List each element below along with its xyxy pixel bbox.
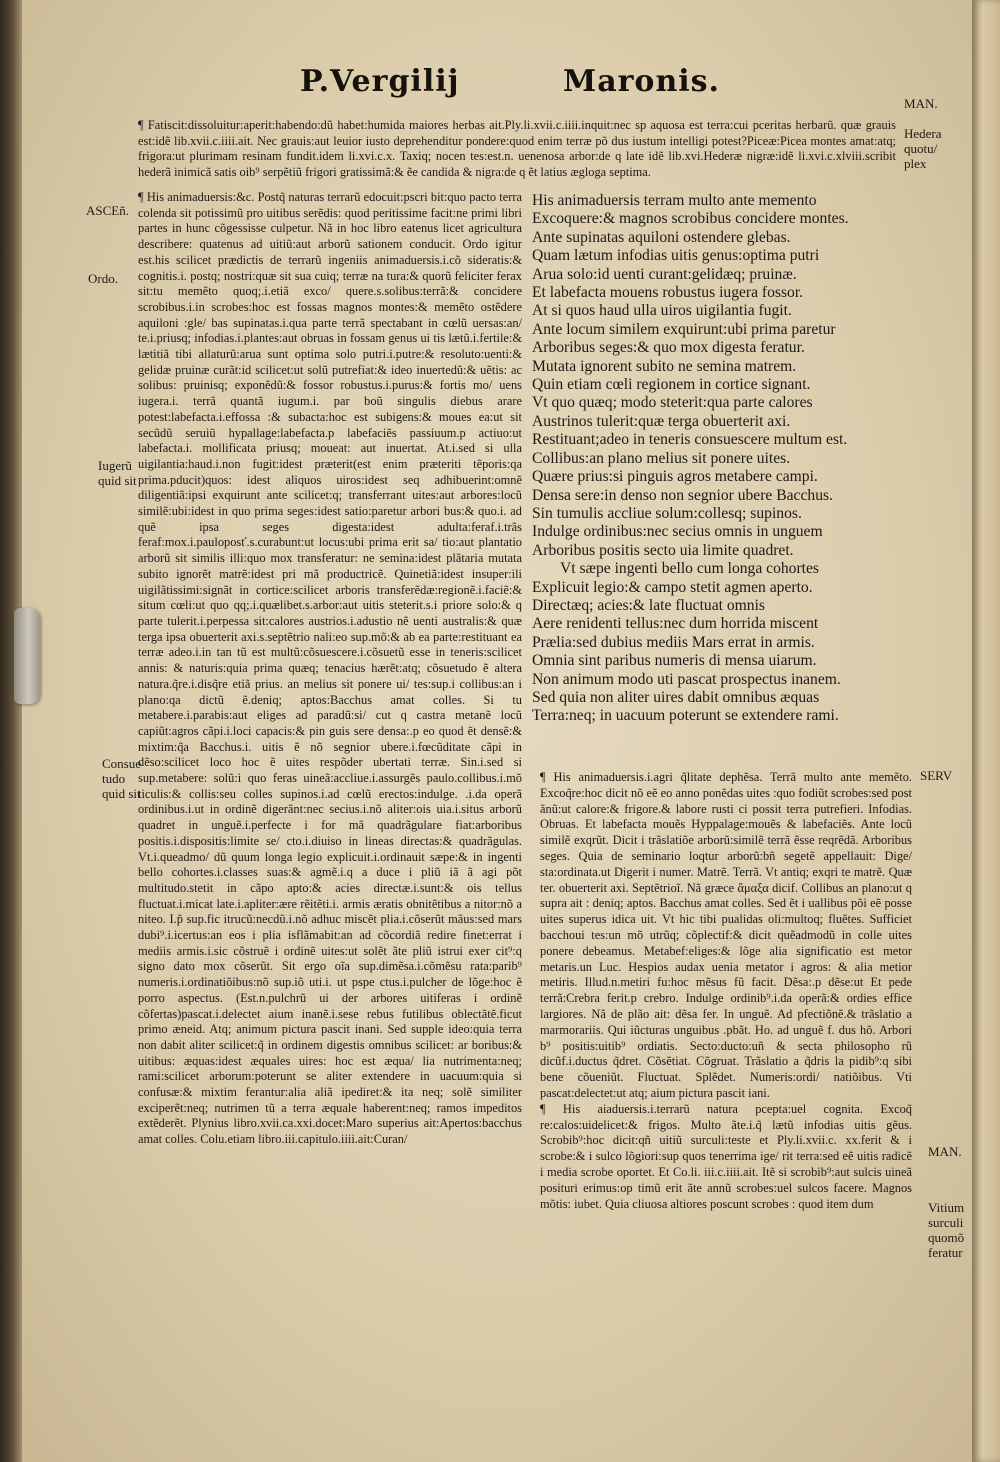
margin-note-serv: SERV [920,768,953,783]
verse-line: Vt sæpe ingenti bello cum longa cohortes [560,560,819,578]
verse-line: Densa sere:in denso non segnior ubere Bacchus. [532,486,833,504]
commentary-left-paragraph: ¶ His animaduersis:&c. Postq̃ naturas terrarũ edocuit:pscri bit:quo pacto terra colenda sit potissimũ pro uitibus serẽdis: quod peritissime facit:ne primi libri partes in hunc cõgessisse culpetur. Nã in hoc libro eatenus licet agricultura describere: quatenus ad uitiũ:aut arborũ sationem conducit. Ordo igitur est.his scilicet prædictis de terrarũ ingeniis animaduersis.i.cõ sideratis:& cognitis.i. postq; nostri:quæ sit sua cuiq; terræ na tura:& quorũ feliciter ferax sit:tu memẽto quoq;.i.etiã exco/ quere.s.solibus:terrã:& concidere scrobibus.i.in scrobes:hoc est fossas magnos montes:& memẽto ostẽdere aquiloni :gle/ bas supinatas.i.qua parte terrã spectabant in cœlũ uersas:an/ te.i.priusq; infodias.i.plantes:aut obruas in fossam genus ui tis lætũ.i.fertile:& lætitiã tibi allaturũ:arua sunt optima solo putri.i.putre:& resoluto:uenti:& gelidæ pruinæ curãt:id scilicet:ut solũ putrefiat:& ideo inuertedũ:& uẽtis: ac solibus: pruinisq; exponẽdũ:& fossor robustus.i.purus:& fortis mo/ uens iugera.i. terrã quantã iugum.i. par boũ singulis diebus arare potest:labefacta.i.effossa :& subacta:hoc est subigens:& moues ea:ut sit secũdũ seruiũ hypallage:labefacta.p labefaciẽs passiuum.p actiuo:ut labefacta.i. mollificata priusq; moueat: aut inuertat. At.i.sed si ulla uigilantia:haud.i.non fugit:idest præterit(est enim præteriti tẽporis:qa prima.pducit)quos: idest aliquos uiros:idest seq adhibuerint:omnẽ diligentiã:ipsi exquirunt ante scilicet:q; transferrant uites:aut arbores:locũ similẽ:ubi:idest in quo prima seges:idest satio:paretur arbori bus:& quo.i. ad quẽ ipsa seges digesta:idest adulta:feraf.i.trãs feraf:mox.i.pauloposť.s.curabunt:ut locus:ubi prima erit sa/ tio:aut plantatio arborũ sit similis illi:quo mox transferatur: ne semina:idest plãtaria mutata subito ignorẽt matrẽ:idest pri mã productricẽ. Quinetiã:idest insuper:ili uigilãtissimi:signãt in cortice:scilicet arboris transferẽdæ:regionẽ.i.faciẽ:& situm cœli:ut quo qq;.i.quælibet.s.arbor:aut uitis steterit.s.i priore solo:& q parte tulerit.i.perpessa sit:calores austrios.i.adustio nẽ uenti australis:& quæ terga ipsa obuerterit axi.s.septẽtrio nali:eo sup.mõ:& ab ea parte:restituant ea terræ adeo.i.in tan tũ est multũ:cõsuescere.i.cõsuetũ esse in teneris:scilicet annis: & naturis:quia prima quæq; tenacius hærẽt:atq; cõsuetudo ẽ altera natura.q̃re.i.disq̃re etiã prius. an melius sit ponere ui/ tes:sup.i collibus:an i plano:qa dictũ ẽ.deniq; aptos:Bacchus amat colles. Si tu metabere.i.parabis:aut eliges ad paradũ:si/ cut q castra metanẽ locũ capiũt:agros cãpi.i.loci capacis:& pin guis sere densa:.p eo quod ẽt densẽ:& mixtim:q̃a Bacchus.i. uitis ẽ nõ segnior ubere.i.fœcũditate cãpi in dẽso:scilicet loco hoc ẽ uites respõder ubertati terræ. Sin.i.sed si sup.metabere: solũ:i quo feras uineã:accliue.i.assurgẽs paulo.collibus.i.mõ ticulis:& collis:seu colles supinos.i.ad cœlũ erectos:indulge. .i.da operã ordinibus.i.ut in ordinẽ digerãnt:nec secius.i.nõ aliter:ois uia.i.situs arborũ quadret in unguẽ.i.perfecte i for mã quadrãgulare fiat:arboribus positis.i.dispositis:limite se/ cto.i.diuiso in lineas directas:& quadrãgulas. Vt.i.queadmo/ dũ quum longa legio explicuit.i.ordinauit sæpe:& in ingenti bello cohortes.i.classes suas:& agmẽ.i.q a duce i pliũ iã ã agi põt multitudo.stetit in cãpo apto:& acies directæ.i.sunt:& ois tellus fluctuat.i.micat late.i.apliter:ære rẽitẽti.i. armis æratis obnitẽtibus a nitor:nõ a niteo. I.p̃ sup.fic itrucũ:necdũ.i.nõ adhuc miscẽt plia.i.cõserũt mãus:sed mars dubi⁹.i.icertus:an eos i plia isflãmabit:an ad cõcordiã redire finet:errat i mediis armis.i.sic cõstruẽ i ordinẽ uites:ut solẽt ãte pliũ istrui exer cit⁹:q signo dato mox cõserũt. Sit ergo oĩa sup.dimẽsa.i.cõmẽsu rata:parib⁹ numeris.i.ordinatiõibus:nõ sup.iõ uti.i. ut pspe ctus.i.pulcher de lõge:hoc ẽ porro aspectus. (Est.n.pulchrũ ui der arbores uitiferas i ordinẽ cõfertas)pascat.i.delectet aium inanẽ.i.sese rebus futilibus oblectãtẽ.ficut primo æneid. Atq; animum pictura pascit inani. Sed supple ideo:quia terra non dabit aliter scilicet:q̃ in ordinem digestis omnibus scilicet: ar boribus:& uitibus: æquas:idest æquales uires: hoc est æqua/ lia nutrimenta:neq; rami:scilicet arborum:poterunt se aliter extendere in uacuum:quia si confusæ:& mixtim ferantur:alia aliã ipediret:& ita neq; solẽ similiter exciperẽt:neq; nutrimen tũ a terra æquale haberent:neq; ramos impeditos extẽderẽt. Plynius libro.xvii.ca.xxi.docet:Maro superius ait:Apertos:bacchus amat colles. Colu.etiam libro.iii.capitulo.iiii.ait:Curan/ [138,190,522,1147]
verse-line: Et labefacta mouens robustus iugera fossor. [532,284,804,302]
verse-line: Omnia sint paribus numeris di mensa uiarum. [532,652,817,670]
servius-paragraph-1: ¶ His animaduersis.i.agri q̃litate dephẽsa. Terrã multo ante memẽto. Excoq̃re:hoc dicit nõ eẽ eo anno ponẽdas uites :quo fodiũt scrobes:sed post ãnũ:ut calore:& frigore.& labore rusti ci possit terra putrefieri. Infodias. Obruas. Et labefacta mouẽs Hyppalage:mouẽs & labefaciẽs. Ante locũ similẽ exqrũt. Dicit i trãslatiõe arborũ:similẽ terrã ẽsse reqrẽdã. Arboribus seges. Quia de seminario loqtur arborũ:bñ segetẽ appellauit: Dige/ sta:ordinata.ut Digerit i numer. Matrẽ. Terrã. Vt antiq; exqri te matrẽ. Quæ ter. obuerterit axi. Septẽtrioĩ. Nã græce ἄμαξα dicif. Collibus an plano:ut q supra ait : deniq; aptos. Bacchus amat colles. Sed ẽt i uallibus põi eẽ posse uites superus idica uit. Vt hic tibi pualidas oli:multoq; fluẽtes. Sufficiet bacchoui tes:un mõ utrũq; cõplectif:& dicit quẽadmodũ in colle uites ponere debeamus. Metabef:eliges:& lõge alia significatio est metor metaris.un Luc. Hespios audax uenia metator i agros: & alia metior metiris. Illud.n.metiri fu:hoc mẽsus fũ facit. Dẽsa:.p dẽse:ut Et pede terrã:Crebra ferit.p crebro. Indulge ordinib⁹.i.da operã:& ordies effice largiores. Nã de plão ait: dẽsa fer. In unguẽ. Ad pfectiõnẽ.& trãslatio a marmorariis. Qui iũcturas unguibus .pbãt. Ho. ad unguẽ f. dus hõ. Arbori b⁹ positis:uitib⁹ ordiatis. Secto:ducto:uñ & secta philosopho rũ dicũf.i.ductus q̃dret. Cõsẽtiat. Cõgruat. Trãslatio a q̃dris la pidib⁹:q sibi bene cõueniũt. Fluctuat. Splẽdet. Numeris:ordi/ natiõibus. Vti pascat:delectet:ut atq; aium pictura pascit iani. [540,770,912,1100]
verse-line: Collibus:an plano melius sit ponere uites. [532,449,791,467]
verse-line: Non animum modo uti pascat prospectus inanem. [532,670,841,688]
verse-line: Excoquere:& magnos scrobibus concidere montes. [532,210,849,228]
servius-paragraph-2: ¶ His aiaduersis.i.terrarũ natura pcepta:uel cognita. Excoq̃ re:calos:uidelicet:& frigos. Multo ãte.i.q̃ lætũ infodias uitis gẽus. Scrobib⁹:hoc dicit:qñ uitiũ surculi:teste et Ply.li.xvii.c. xx.ferit & i scrobe:& i sulco lõgiori:sup quos tenerrima ige/ rit terra:sed eẽ uitis radicẽ i media scrobe oportet. Et Co.li. iii.c.iiii.ait. Itẽ si scrobib⁹:aut sulcis uineã posituri erimus:op timũ erit ãte annũ scrobes:uel sulcos facere. Magnos mõtis: iubet. Quia cliuosa altiores poscunt scrobes : quod item dum [540,1101,912,1211]
book-binding [0,0,22,1462]
commentary-top [138,118,896,180]
verse-line: Sed quia non aliter uires dabit omnibus æquas [532,688,820,706]
margin-note-vitium: Vitium surculi quomõ feratur [928,1200,965,1260]
book-clasp [14,608,40,704]
verse-line: Austrinos tulerit:quæ terga obuerterit axi. [532,412,791,430]
commentary-top-paragraph: ¶ Fatiscit:dissoluitur:aperit:habendo:dũ habet:humida maiores herbas ait.Ply.li.xvii.c.iiii.inquit:nec sp aquosa est terra:cui pceritas herbarũ. quæ grauis est:idẽ lib.xvii.c.iiii.ait. Nec grauis:aut leuior iusto deprehenditur pondere:quod enim terræ põ dus iustum intelligi potest?Piceæ:Picea montes amat:atq; frigora:ut plurimam resinam fundit.idem li.xvi.c.x. Taxiq; nocen tes:est.n. uenenosa arbor:de q late idẽ lib.xvi.Hederæ nigræ:idẽ li.xvi.c.xlviii.scribit hederã inimicã satis oib⁹ serpẽtiũ frigori gratissimã:& ẽe candida & nigra:de q ẽt latius ægloga septima. [138,118,896,179]
header-author-cognomen: Maronis. [562,63,720,99]
verse-line: Arboribus seges:& quo mox digesta feratur. [532,339,805,357]
verse-line: Mutata ignorent subito ne semina matrem. [532,357,797,375]
verse-line: Directæq; acies:& late fluctuat omnis [532,596,765,614]
verse-line: Quære prius:si pinguis agros metabere campi. [532,468,818,486]
verse-line: Arboribus positis secto uia limite quadret. [532,541,794,559]
verse-line: Arua solo:id uenti curant:gelidæq; pruinæ. [532,265,797,283]
margin-note-ordo: Ordo. [88,271,118,286]
margin-note-iugerum: Iugerũ quid sit [98,458,137,488]
verse-line: Aere renidenti tellus:nec dum horrida miscent [532,615,819,633]
margin-note-consuetudo: Consue tudo quid sit [102,756,141,801]
verse-line: Explicuit legio:& campo stetit agmen aperto. [532,578,813,596]
margin-note-ascen: ASCEñ. [86,203,129,218]
header-author: P.Vergilij [300,63,460,99]
verse-line: Prælia:sed dubius mediis Mars errat in armis. [532,633,815,651]
verse-line: At si quos haud ulla uiros uigilantia fugit. [532,302,792,320]
verse-line: His animaduersis terram multo ante memento [532,192,817,209]
verse-line: Ante supinatas aquiloni ostendere glebas. [532,228,791,246]
verse-line: Terra:neq; in uacuum poterunt se extendere rami. [532,707,839,725]
margin-note-hedera: Hedera quotu/ plex [904,126,942,171]
margin-note-man-bottom: MAN. [928,1144,962,1159]
servius-commentary-column [540,770,912,1212]
running-header [300,58,720,104]
margin-note-man-top: MAN. [904,96,938,111]
verse-line: Ante locum similem exquirunt:ubi prima paretur [532,320,836,338]
verse-line: Restituant;adeo in teneris consuescere multum est. [532,431,848,449]
commentary-left-column [138,190,522,1148]
verse-line: Quam lætum infodias uitis genus:optima putri [532,247,820,265]
verse-text-column [532,192,912,726]
verse-line: Indulge ordinibus:nec secius omnis in unguem [532,523,823,541]
verse-line: Vt quo quæq; modo steterit:qua parte calores [532,394,813,412]
verse-line: Quin etiam cœli regionem in cortice signant. [532,376,811,394]
verse-line: Sin tumulis accliue solum:collesq; supinos. [532,504,802,522]
facing-page-edge [972,0,1000,1462]
